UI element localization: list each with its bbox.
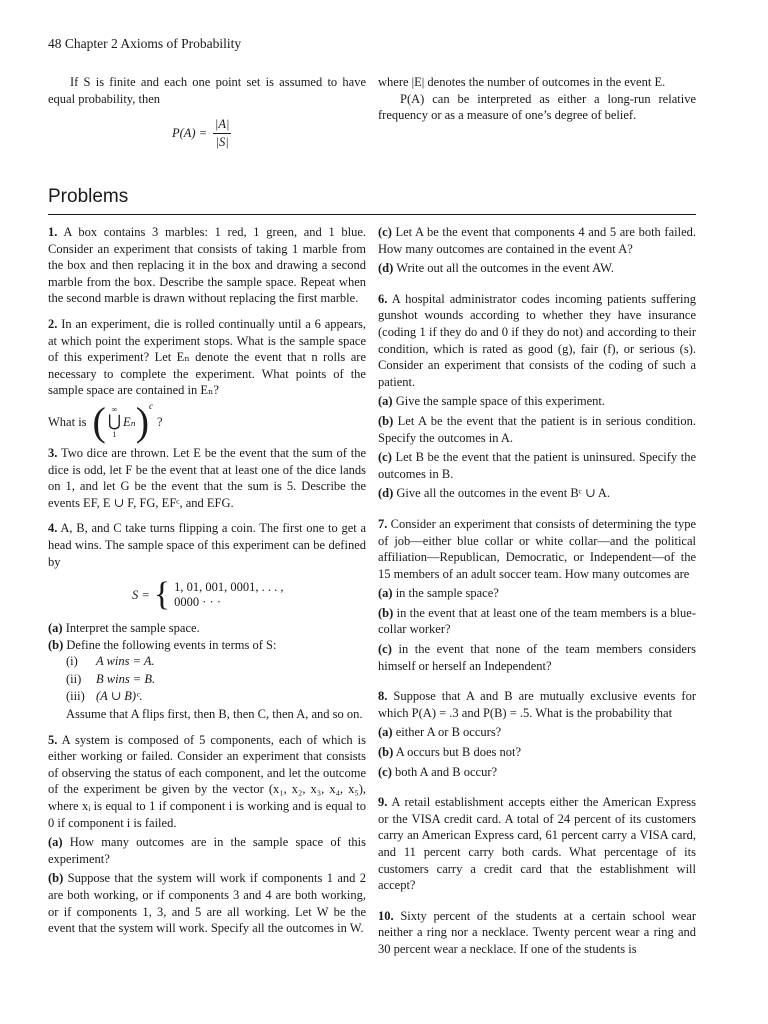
part-label: (a) [378,725,393,740]
problem-text: Consider an experiment that consists of determining the type of job—either blue collar or white collar—and the political affiliation—Republican, Democratic, or Independent—of the 15 members of an adult soccer team. How many outcomes are [378,516,696,581]
part-text: Let B be the event that the patient is uninsured. Specify the outcomes in B. [378,450,696,481]
problem-7a [378,585,696,602]
part-text: Let A be the event that components 4 and 5 are both failed. How many outcomes are contained in the event A? [378,225,696,256]
problem-4 [48,520,366,570]
sub-item-text: (A ∪ B)ᶜ. [96,689,143,704]
problem-text: Sixty percent of the students at a certain school wear neither a ring nor a necklace. Twenty percent wear a ring and 30 percent wear a necklace. If one of the students is [378,908,697,956]
part-label: (a) [48,621,63,636]
sub-item-i [66,653,366,670]
problem-7b [378,605,696,638]
problem-number: 6. [378,291,388,306]
sub-item-text: B wins = B. [96,671,156,686]
part-text: How many outcomes are in the sample space of this experiment? [48,835,366,866]
problem-7 [378,516,696,582]
union-upper-limit: ∞ [111,404,118,414]
problem-6d [378,485,696,502]
problem-8c [378,764,696,781]
part-text: either A or B occurs? [395,725,502,740]
part-label: (a) [378,586,393,601]
part-text: Give the sample space of this experiment. [395,394,606,409]
union-symbol: ⋃ [107,412,121,430]
intro-right-line1: where |E| denotes the number of outcomes in the event E. [378,75,666,89]
problem-8b [378,744,696,761]
problem-text: A box contains 3 marbles: 1 red, 1 green, and 1 blue. Consider an experiment that consists of taking 1 marble from the box and then replacing it in the box and drawing a second marble from the box. Describe the sample space. Repeat when the second marble is drawn without replacing the first marble. [48,225,366,306]
part-text: in the event that none of the team members considers himself or herself an Independent? [378,642,696,673]
union-lower-limit: 1 [112,429,117,439]
section-rule [48,214,696,215]
formula-denominator: |S| [215,135,229,149]
complement-superscript: c [149,400,154,411]
part-text: A occurs but B does not? [395,745,522,760]
problem-4b [48,637,366,654]
part-label: (c) [378,764,392,779]
roman-label: (ii) [66,671,82,686]
part-text: Let A be the event that the patient is in serious condition. Specify the outcomes in A. [378,413,696,445]
problem-number: 7. [378,516,388,531]
part-label: (b) [48,637,64,652]
section-title: Problems [48,186,129,207]
union-term: Eₙ [123,414,136,429]
part-text: Suppose that the system will work if components 1 and 2 are both working, or if components 3 and 4 are both working, or if components 1, 3, and 5 are all working. Let W be the event that the system will work. Specify all the outcomes in W. [48,871,367,936]
part-label: (b) [378,745,394,760]
problem-6 [378,291,696,391]
problem-5 [48,732,366,832]
set-line-1: 1, 01, 001, 0001, . . . , [174,580,284,595]
part-text: Give all the outcomes in the event Bᶜ ∪ A. [396,486,611,501]
problem-number: 10. [378,908,394,923]
problem-1 [48,224,366,307]
part-label: (c) [378,642,392,657]
part-label: (b) [48,871,64,886]
fraction-bar [213,133,231,134]
problem-number: 1. [48,225,58,239]
left-paren: ( [92,398,106,444]
problem-8 [378,688,696,721]
part-label: (c) [378,450,392,465]
problem-3 [48,445,366,511]
part-label: (a) [378,394,393,409]
problem-text: A system is composed of 5 components, each of which is either working or failed. Consider an experiment that consists of observing the status of each component, and let the outcome of the experiment be given by the vector (x₁, x₂, x₃, x₄, x₅), where xᵢ is equal to 1 if component i is working and is equal to 0 if component i is failed. [48,732,366,830]
formula-numerator: |A| [214,117,230,131]
problems-left-column [48,224,366,937]
right-paren: ) [135,398,150,444]
part-label: (b) [378,413,394,428]
problem-10 [378,908,696,958]
left-brace: { [153,576,171,614]
problem-text: Two dice are thrown. Let E be the event that the sum of the dice is odd, let F be the event that at least one of the dice lands on 1, and let G be the event that the sum is 5. Describe the events EF, E ∪ F, FG, EFᶜ, and EFG. [48,445,366,510]
problem-number: 2. [48,316,58,331]
sub-item-ii [66,671,366,688]
problem-5d [378,260,696,277]
problem-5a [48,834,366,867]
problem-4b-sublist [66,653,366,722]
problem-8a [378,724,696,741]
problem-text: Suppose that A and B are mutually exclusive events for which P(A) = .3 and P(B) = .5. What is the probability that [378,689,697,720]
problem-number: 8. [378,689,388,704]
part-label: (a) [48,835,63,850]
set-items [174,580,283,610]
formula-lhs: P(A) = [172,126,208,140]
problem-5b [48,870,366,936]
part-text: Interpret the sample space. [65,621,200,636]
part-label: (b) [378,605,394,620]
union-expression [48,400,366,444]
problem-number: 5. [48,732,58,747]
problem-7c [378,641,696,674]
probability-formula [172,117,231,150]
problem-4a [48,620,366,637]
part-text: in the event that at least one of the team members is a blue-collar worker? [378,605,696,637]
problem-9 [378,794,696,894]
problem-number: 9. [378,795,388,810]
problem-text: A retail establishment accepts either the American Express or the VISA credit card. A total of 24 percent of its customers carry an American Express card, 61 percent carry a VISA card, and 11 percent carry both cards. What percentage of its customers carry a credit card that the establishment will accept? [378,795,696,893]
problem-6a [378,393,696,410]
intro-right-line2: P(A) can be interpreted as either a long-run relative frequency or as a measure of one’s degree of belief. [378,91,696,123]
set-line-2: 0000 · · · [174,595,222,610]
roman-label: (i) [66,654,78,669]
problem-2 [48,316,366,399]
set-lhs: S = [132,587,150,602]
question-mark: ? [157,414,163,429]
problem-5c [378,224,696,257]
assumption-note: Assume that A flips first, then B, then C, then A, and so on. [66,707,363,722]
part-label: (c) [378,225,392,239]
problem-6c [378,449,696,482]
part-text: in the sample space? [395,586,499,601]
problems-right-column [378,224,696,958]
problem-6b [378,413,696,446]
problem-text: A, B, and C take turns flipping a coin. The first one to get a head wins. The sample space of this experiment can be defined by [48,521,366,569]
roman-label: (iii) [66,689,85,704]
problem-number: 3. [48,445,58,460]
sample-space-definition [132,576,366,614]
problem-number: 4. [48,521,58,536]
part-text: both A and B occur? [395,764,498,779]
part-label: (d) [378,261,394,276]
part-text: Write out all the outcomes in the event AW. [396,261,614,276]
running-header: 48 Chapter 2 Axioms of Probability [48,36,242,51]
part-text: Define the following events in terms of S: [66,637,277,652]
union-operator [108,405,121,439]
problem-text: A hospital administrator codes incoming patients suffering gunshot wounds according to whether they have insurance (coding 1 if they do and 0 if they do not) and according to their condition, which is rated as good (g), fair (f), or serious (s). Consider an experiment that consists of the coding of such a patient. [378,291,696,389]
sub-item-text: A wins = A. [96,654,155,669]
intro-left-text [48,74,366,107]
sub-item-iii [66,688,366,705]
intro-paragraph: If S is finite and each one point set is assumed to have equal probability, then [48,75,366,106]
part-label: (d) [378,486,394,501]
intro-right-text [378,74,696,124]
problem-text: In an experiment, die is rolled continually until a 6 appears, at which point the experiment stops. What is the sample space of this experiment? Let Eₙ denote the event that n rolls are necessary to complete the experiment. What points of the sample space are contained in Eₙ? [48,316,367,398]
what-is-label: What is [48,414,87,429]
formula-fraction [213,117,231,150]
